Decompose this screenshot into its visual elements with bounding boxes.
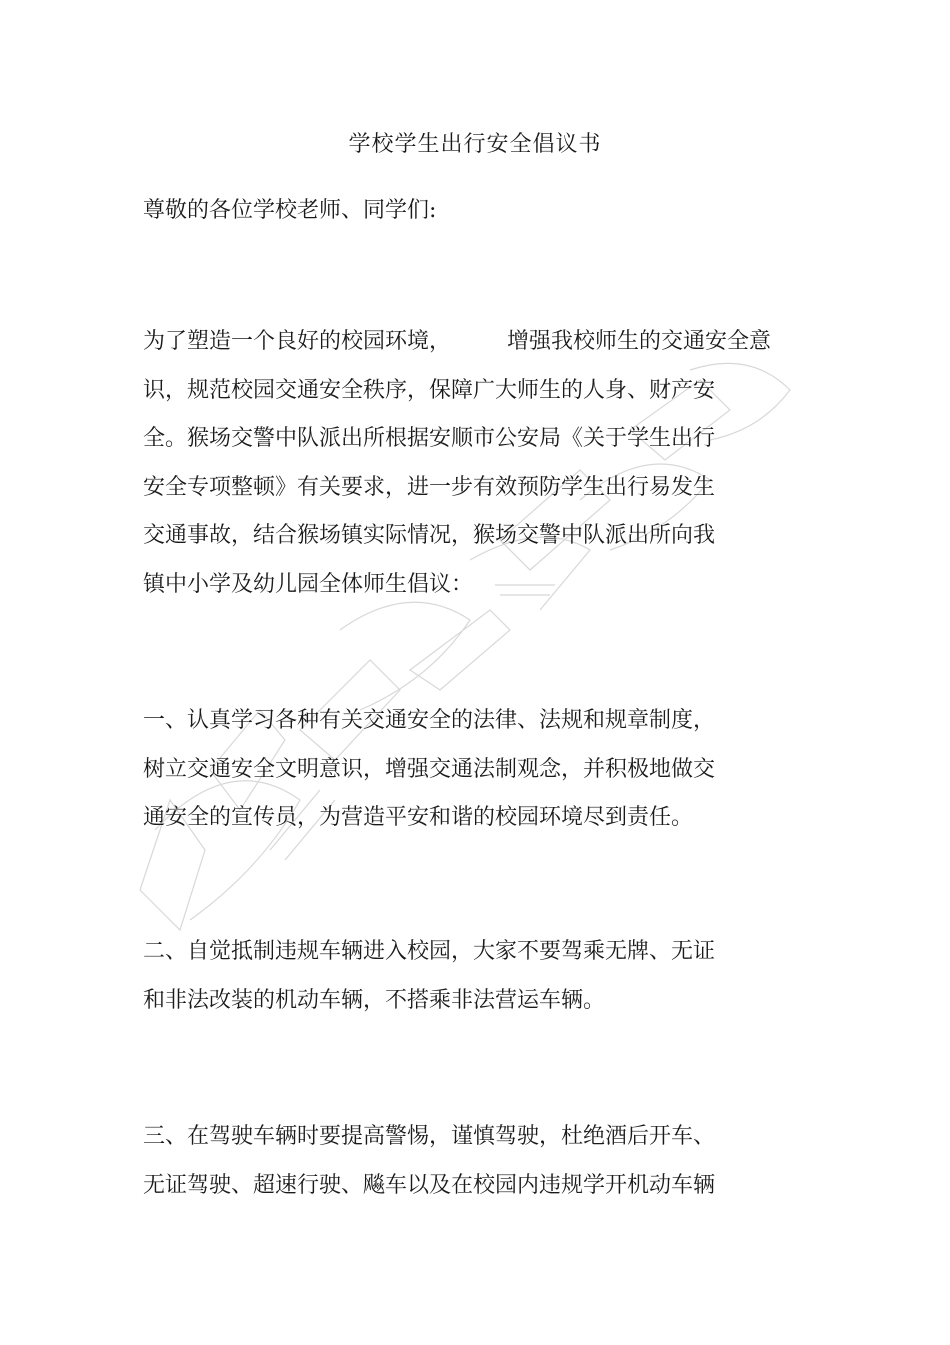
intro-line-3: 全。猴场交警中队派出所根据安顺市公安局《关于学生出行	[143, 426, 716, 452]
item-2-line-1: 二、自觉抵制违规车辆进入校园，大家不要驾乘无牌、无证	[143, 939, 716, 964]
item-3-line-1: 三、在驾驶车辆时要提高警惕，谨慎驾驶，杜绝酒后开车、	[143, 1124, 716, 1149]
greeting: 尊敬的各位学校老师、同学们:	[143, 198, 437, 223]
intro-paragraph	[143, 318, 803, 610]
document-title: 学校学生出行安全倡议书	[348, 132, 602, 157]
intro-line-4: 安全专项整顿》有关要求，进一步有效预防学生出行易发生	[143, 474, 716, 500]
item-2-line-2: 和非法改装的机动车辆，不搭乘非法营运车辆。	[143, 987, 606, 1013]
item-2-paragraph	[143, 928, 803, 1025]
item-1-paragraph	[143, 697, 803, 843]
intro-line-5: 交通事故，结合猴场镇实际情况，猴场交警中队派出所向我	[143, 523, 716, 549]
intro-line-2: 识，规范校园交通安全秩序，保障广大师生的人身、财产安	[143, 377, 716, 403]
item-1-line-1: 一、认真学习各种有关交通安全的法律、法规和规章制度，	[143, 708, 716, 733]
intro-line-1: 为了塑造一个良好的校园环境， 增强我校师生的交通安全意	[143, 329, 772, 354]
item-1-line-3: 通安全的宣传员，为营造平安和谐的校园环境尽到责任。	[143, 805, 694, 831]
item-1-line-2: 树立交通安全文明意识，增强交通法制观念，并积极地做交	[143, 756, 716, 782]
item-3-line-2: 无证驾驶、超速行驶、飚车以及在校园内违规学开机动车辆	[143, 1172, 716, 1198]
intro-line-6: 镇中小学及幼儿园全体师生倡议：	[143, 571, 474, 597]
item-3-paragraph	[143, 1113, 803, 1210]
